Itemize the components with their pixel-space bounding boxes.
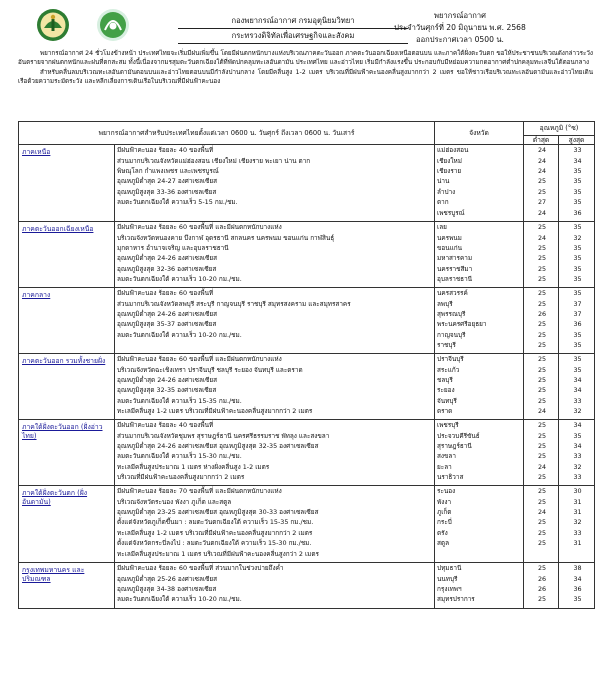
temp-max: 35 <box>573 187 582 196</box>
temp-max: 33 <box>573 452 582 461</box>
temp-max: 35 <box>573 198 582 207</box>
region-row <box>19 288 595 354</box>
province-name: กระบี่ <box>437 518 452 527</box>
temp-max: 35 <box>573 341 582 350</box>
region-row <box>19 486 595 563</box>
temp-min: 25 <box>537 539 547 548</box>
province-name: อุบลราชธานี <box>437 275 473 284</box>
temp-max: 31 <box>573 539 582 548</box>
forecast-line: ส่วนมากบริเวณจังหวัดลพบุรี สระบุรี กาญจนบุรี ราชบุรี สมุทรสงคราม และสมุทรสาคร <box>117 299 351 308</box>
province-name: ยะลา <box>437 462 452 471</box>
forecast-line-cell <box>115 486 435 563</box>
forecast-line: บริเวณจังหวัดระนอง พังงา ภูเก็ต และสตูล <box>117 497 232 506</box>
forecast-line-cell <box>115 222 435 288</box>
temp-max: 35 <box>573 595 582 604</box>
province-name: สุพรรณบุรี <box>437 309 466 318</box>
region-name: ภาคใต้ฝั่งตะวันออก (ฝั่งอ่าวไทย) <box>19 420 115 486</box>
temp-max: 32 <box>573 407 582 416</box>
temp-min: 25 <box>537 243 547 252</box>
temp-max: 35 <box>573 177 582 186</box>
forecast-line: มีฝนฟ้าคะนอง ร้อยละ 60 ของพื้นที่ ส่วนมากในช่วงบ่ายถึงค่ำ <box>117 564 284 573</box>
region-name: ภาคตะวันออก รวมทั้งชายฝั่ง <box>19 354 115 420</box>
temp-max: 31 <box>573 507 582 516</box>
header-max: สูงสุด <box>559 136 595 145</box>
temp-max-cell <box>559 354 595 420</box>
intro-paragraph-1: พยากรณ์อากาศ 24 ชั่วโมงข้างหน้า ประเทศไทยจะเริ่มมีฝนเพิ่มขึ้น โดยมีฝนตกหนักบางแห่งบริเวณภาคตะวันออก ภาคตะวันออกเฉียงเหนือตอนบน และภาคใต้ฝั่งตะวันตก ขอให้ประชาชนบริเวณดังกล่าวระวังอันตรายจากฝนตกหนักและฝนที่ตกสะสม ทั้งนี้เนื่องจากมรสุมตะวันตกเฉียงใต้ที่พัดปกคลุมทะเลอันดามัน ประเทศไทย และอ่าวไทย เริ่มมีกำลังแรงขึ้น ประกอบกับมีหย่อมความกดอากาศต่ำปกคลุมทะเลจีนใต้ตอนกลาง <box>18 50 593 67</box>
temp-min: 25 <box>537 497 547 506</box>
temp-max: 35 <box>573 365 582 374</box>
temp-max-cell <box>559 563 595 609</box>
temp-max: 35 <box>573 275 582 284</box>
province-name: มหาสารคาม <box>437 254 473 263</box>
region-name: ภาคเหนือ <box>19 145 115 222</box>
forecast-line: ลมตะวันตกเฉียงใต้ ความเร็ว 5-15 กม./ชม. <box>117 198 238 207</box>
temp-max: 30 <box>573 487 582 496</box>
temp-max: 36 <box>573 320 582 329</box>
forecast-line: ลมตะวันตกเฉียงใต้ ความเร็ว 10-20 กม./ชม. <box>117 275 242 284</box>
temp-min: 25 <box>537 365 547 374</box>
temp-max: 35 <box>573 223 582 232</box>
temp-max: 37 <box>573 299 582 308</box>
region-row <box>19 420 595 486</box>
temp-min: 24 <box>537 507 547 516</box>
forecast-line: อุณหภูมิต่ำสุด 23-25 องศาเซลเซียส อุณหภูมิสูงสุด 30-33 องศาเซลเซียส <box>117 507 319 516</box>
temp-min: 27 <box>537 198 547 207</box>
forecast-line: บริเวณจังหวัดหนองคาย บึงกาฬ อุดรธานี สกลนคร นครพนม ขอนแก่น กาฬสินธุ์ <box>117 233 335 242</box>
temp-min: 25 <box>537 264 547 273</box>
province-name: น่าน <box>437 177 450 186</box>
temp-max: 35 <box>573 166 582 175</box>
temp-min: 25 <box>537 289 547 298</box>
temp-max: 33 <box>573 473 582 482</box>
province-name: ระนอง <box>437 487 456 496</box>
forecast-line: บริเวณจังหวัดฉะเชิงเทรา ปราจีนบุรี ชลบุรี ระยอง จันทบุรี และตราด <box>117 365 303 374</box>
temp-min: 24 <box>537 156 547 165</box>
forecast-line: มีฝนฟ้าคะนอง ร้อยละ 70 ของพื้นที่ และมีฝนตกหนักบางแห่ง <box>117 487 282 496</box>
region-name: ภาคตะวันออกเฉียงเหนือ <box>19 222 115 288</box>
temp-max-cell <box>559 420 595 486</box>
temp-min: 25 <box>537 330 547 339</box>
intro-text <box>18 49 593 86</box>
forecast-line: อุณหภูมิสูงสุด 33-36 องศาเซลเซียส <box>117 187 217 196</box>
province-name-cell <box>435 486 524 563</box>
province-name: ตรัง <box>437 528 448 537</box>
temp-min: 25 <box>537 441 547 450</box>
forecast-line: ลมตะวันตกเฉียงใต้ ความเร็ว 10-20 กม./ชม. <box>117 330 242 339</box>
temp-max: 33 <box>573 528 582 537</box>
province-name: ตราด <box>437 407 453 416</box>
province-name-cell <box>435 288 524 354</box>
temp-min: 25 <box>537 320 547 329</box>
province-name: เพชรบูรณ์ <box>437 208 465 217</box>
forecast-line: อุณหภูมิต่ำสุด 24-26 องศาเซลเซียส <box>117 375 218 384</box>
temp-min: 25 <box>537 299 547 308</box>
forecast-line: มีฝนฟ้าคะนอง ร้อยละ 60 ของพื้นที่ และมีฝนตกหนักบางแห่ง <box>117 223 282 232</box>
temp-min: 25 <box>537 275 547 284</box>
province-name: สตูล <box>437 539 449 548</box>
temp-min: 25 <box>537 341 547 350</box>
temp-min: 25 <box>537 431 547 440</box>
province-name: นราธิวาส <box>437 473 464 482</box>
province-name-cell <box>435 563 524 609</box>
region-row <box>19 563 595 609</box>
forecast-line: ตั้งแต่จังหวัดภูเก็ตขึ้นมา : ลมตะวันตกเฉียงใต้ ความเร็ว 15-35 กม./ชม. <box>117 518 314 527</box>
intro-paragraph-2: สำหรับคลื่นลมบริเวณทะเลอันดามันตอนบนและอ่าวไทยตอนบนมีกำลังปานกลาง โดยมีคลื่นสูง 1-2 เมตร บริเวณที่มีฝนฟ้าคะนองคลื่นสูงมากกว่า 2 เมตร ขอให้ชาวเรือบริเวณทะเลอันดามันและอ่าวไทยเดินเรือด้วยความระมัดระวัง และหลีกเลี่ยงการเดินเรือในบริเวณที่มีฝนฟ้าคะนอง <box>18 68 593 85</box>
province-name: ตาก <box>437 198 449 207</box>
region-row <box>19 145 595 222</box>
temp-min-cell <box>524 222 559 288</box>
forecast-line: อุณหภูมิต่ำสุด 25-26 องศาเซลเซียส <box>117 574 218 583</box>
header-meta <box>360 10 560 46</box>
forecast-line: อุณหภูมิต่ำสุด 24-27 องศาเซลเซียส <box>117 177 218 186</box>
doc-title: พยากรณ์อากาศ <box>434 11 486 20</box>
temp-max: 35 <box>573 330 582 339</box>
forecast-line-cell <box>115 563 435 609</box>
province-name: เพชรบุรี <box>437 421 459 430</box>
province-name-cell <box>435 222 524 288</box>
temp-max: 33 <box>573 146 582 155</box>
temp-max: 35 <box>573 289 582 298</box>
province-name: นครพนม <box>437 233 462 242</box>
forecast-line: ตั้งแต่จังหวัดกระบี่ลงไป : ลมตะวันตกเฉียงใต้ ความเร็ว 15-30 กม./ชม. <box>117 539 312 548</box>
province-name: ชลบุรี <box>437 375 453 384</box>
temp-max: 34 <box>573 441 582 450</box>
forecast-table <box>18 121 595 609</box>
temp-min: 25 <box>537 473 547 482</box>
forecast-line: ส่วนมากบริเวณจังหวัดแม่ฮ่องสอน เชียงใหม่ เชียงราย พะเยา น่าน ตาก <box>117 156 311 165</box>
temp-max: 35 <box>573 355 582 364</box>
province-name: สมุทรปราการ <box>437 595 475 604</box>
temp-min: 26 <box>537 584 547 593</box>
temp-max: 34 <box>573 375 582 384</box>
temp-max-cell <box>559 222 595 288</box>
forecast-line: อุณหภูมิต่ำสุด 24-26 องศาเซลเซียส <box>117 309 218 318</box>
temp-min: 25 <box>537 564 547 573</box>
province-name: กรุงเทพฯ <box>437 584 462 593</box>
forecast-line: อุณหภูมิต่ำสุด 24-26 องศาเซลเซียส อุณหภูมิสูงสุด 32-35 องศาเซลเซียส <box>117 441 319 450</box>
temp-min: 24 <box>537 146 547 155</box>
province-name: นครราชสีมา <box>437 264 473 273</box>
temp-max: 35 <box>573 264 582 273</box>
temp-min: 24 <box>537 462 547 471</box>
issued-line: ออกประกาศเวลา 0500 น. <box>416 35 504 44</box>
province-name: ลำปาง <box>437 187 456 196</box>
region-row <box>19 354 595 420</box>
forecast-line-cell <box>115 420 435 486</box>
temp-max: 31 <box>573 497 582 506</box>
temp-max: 32 <box>573 518 582 527</box>
tmd-logo <box>36 8 70 42</box>
province-name: เชียงราย <box>437 166 462 175</box>
temp-max: 33 <box>573 396 582 405</box>
province-name: ปทุมธานี <box>437 564 462 573</box>
temp-min-cell <box>524 288 559 354</box>
forecast-line: อุณหภูมิสูงสุด 35-37 องศาเซลเซียส <box>117 320 217 329</box>
temp-min: 24 <box>537 233 547 242</box>
temp-max: 32 <box>573 233 582 242</box>
forecast-line: มีฝนฟ้าคะนอง ร้อยละ 60 ของพื้นที่ <box>117 289 214 298</box>
temp-max: 35 <box>573 254 582 263</box>
forecast-line: ทะเลมีคลื่นสูงประมาณ 1 เมตร ห่างฝั่งคลื่นสูง 1-2 เมตร <box>117 462 270 471</box>
header-temperature: อุณหภูมิ (°ซ) <box>524 122 595 136</box>
temp-min-cell <box>524 145 559 222</box>
province-name: ประจวบคีรีขันธ์ <box>437 431 480 440</box>
temp-max: 35 <box>573 243 582 252</box>
temp-max: 34 <box>573 421 582 430</box>
province-name: สงขลา <box>437 452 456 461</box>
temp-min-cell <box>524 354 559 420</box>
temp-max-cell <box>559 145 595 222</box>
temp-min: 26 <box>537 309 547 318</box>
province-name-cell <box>435 145 524 222</box>
header-province: จังหวัด <box>435 122 524 145</box>
temp-min: 24 <box>537 166 547 175</box>
forecast-line: มีฝนฟ้าคะนอง ร้อยละ 60 ของพื้นที่ และมีฝนตกหนักบางแห่ง <box>117 355 282 364</box>
temp-max: 38 <box>573 564 582 573</box>
temp-min: 25 <box>537 355 547 364</box>
forecast-line: ลมตะวันตกเฉียงใต้ ความเร็ว 10-20 กม./ชม. <box>117 595 242 604</box>
mdes-logo <box>96 8 130 42</box>
forecast-line: มีฝนฟ้าคะนอง ร้อยละ 40 ของพื้นที่ <box>117 146 214 155</box>
forecast-line: มุกดาหาร อำนาจเจริญ และอุบลราชธานี <box>117 243 229 252</box>
forecast-line: อุณหภูมิสูงสุด 32-35 องศาเซลเซียส <box>117 386 217 395</box>
province-name-cell <box>435 420 524 486</box>
forecast-line: อุณหภูมิสูงสุด 34-38 องศาเซลเซียส <box>117 584 217 593</box>
region-name: ภาคใต้ฝั่งตะวันตก (ฝั่งอันดามัน) <box>19 486 115 563</box>
province-name: สระแก้ว <box>437 365 460 374</box>
forecast-line: บริเวณที่มีฝนฟ้าคะนองคลื่นสูงมากกว่า 2 เมตร <box>117 473 245 482</box>
temp-max: 36 <box>573 584 582 593</box>
temp-min: 25 <box>537 177 547 186</box>
org-name: กองพยากรณ์อากาศ กรมอุตุนิยมวิทยา <box>178 14 408 29</box>
province-name: สุราษฎร์ธานี <box>437 441 472 450</box>
temp-min: 25 <box>537 452 547 461</box>
province-name: ลพบุรี <box>437 299 453 308</box>
temp-min: 25 <box>537 528 547 537</box>
province-name: นนทบุรี <box>437 574 458 583</box>
temp-min-cell <box>524 420 559 486</box>
province-name: เลย <box>437 223 447 232</box>
temp-max: 37 <box>573 309 582 318</box>
temp-max: 35 <box>573 431 582 440</box>
province-name: เชียงใหม่ <box>437 156 462 165</box>
province-name: ภูเก็ต <box>437 507 452 516</box>
province-name: จันทบุรี <box>437 396 457 405</box>
forecast-line: ทะเลมีคลื่นสูง 1-2 เมตร บริเวณที่มีฝนฟ้าคะนองคลื่นสูงมากกว่า 2 เมตร <box>117 407 313 416</box>
temp-min: 25 <box>537 223 547 232</box>
temp-min: 25 <box>537 386 547 395</box>
forecast-line: พิษณุโลก กำแพงเพชร และเพชรบูรณ์ <box>117 166 219 175</box>
header-forecast: พยากรณ์อากาศสำหรับประเทศไทยตั้งแต่เวลา 0600 น. วันศุกร์ ถึงเวลา 0600 น. วันเสาร์ <box>19 122 435 145</box>
temp-min: 26 <box>537 574 547 583</box>
forecast-line: มีฝนฟ้าคะนอง ร้อยละ 40 ของพื้นที่ <box>117 421 214 430</box>
province-name: พังงา <box>437 497 452 506</box>
temp-max-cell <box>559 486 595 563</box>
temp-min: 25 <box>537 595 547 604</box>
temp-min: 25 <box>537 421 547 430</box>
province-name: ขอนแก่น <box>437 243 462 252</box>
province-name: พระนครศรีอยุธยา <box>437 320 487 329</box>
temp-max: 34 <box>573 386 582 395</box>
temp-min: 25 <box>537 187 547 196</box>
region-name: ภาคกลาง <box>19 288 115 354</box>
forecast-line: ลมตะวันตกเฉียงใต้ ความเร็ว 15-35 กม./ชม. <box>117 396 242 405</box>
header-min: ต่ำสุด <box>524 136 559 145</box>
temp-max: 36 <box>573 208 582 217</box>
temp-max: 34 <box>573 156 582 165</box>
region-name: กรุงเทพมหานคร และปริมณฑล <box>19 563 115 609</box>
temp-max: 34 <box>573 574 582 583</box>
temp-min: 25 <box>537 487 547 496</box>
province-name-cell <box>435 354 524 420</box>
temp-min: 25 <box>537 254 547 263</box>
forecast-line: อุณหภูมิสูงสุด 32-36 องศาเซลเซียส <box>117 264 217 273</box>
temp-min: 24 <box>537 208 547 217</box>
region-row <box>19 222 595 288</box>
forecast-line: ลมตะวันตกเฉียงใต้ ความเร็ว 15-30 กม./ชม. <box>117 452 242 461</box>
province-name: กาญจนบุรี <box>437 330 466 339</box>
temp-max: 32 <box>573 462 582 471</box>
province-name: ราชบุรี <box>437 341 456 350</box>
province-name: ระยอง <box>437 386 455 395</box>
forecast-line: ส่วนมากบริเวณจังหวัดชุมพร สุราษฎร์ธานี นครศรีธรรมราช พัทลุง และสงขลา <box>117 431 330 440</box>
forecast-line-cell <box>115 354 435 420</box>
forecast-line: ทะเลมีคลื่นสูง 1-2 เมตร บริเวณที่มีฝนฟ้าคะนองคลื่นสูงมากกว่า 2 เมตร <box>117 528 313 537</box>
date-line: ประจำวันศุกร์ที่ 20 มิถุนายน พ.ศ. 2568 <box>394 23 526 32</box>
ministry-name: กระทรวงดิจิทัลเพื่อเศรษฐกิจและสังคม <box>178 29 408 44</box>
forecast-line: ทะเลมีคลื่นสูงประมาณ 1 เมตร บริเวณที่มีฝนฟ้าคะนองคลื่นสูงกว่า 2 เมตร <box>117 549 319 558</box>
temp-min-cell <box>524 486 559 563</box>
forecast-line-cell <box>115 288 435 354</box>
temp-min: 25 <box>537 396 547 405</box>
temp-min: 25 <box>537 518 547 527</box>
forecast-line-cell <box>115 145 435 222</box>
forecast-line: อุณหภูมิต่ำสุด 24-26 องศาเซลเซียส <box>117 254 218 263</box>
temp-max-cell <box>559 288 595 354</box>
province-name: แม่ฮ่องสอน <box>437 146 469 155</box>
province-name: ปราจีนบุรี <box>437 355 464 364</box>
temp-min-cell <box>524 563 559 609</box>
province-name: นครสวรรค์ <box>437 289 468 298</box>
temp-min: 24 <box>537 407 547 416</box>
temp-min: 25 <box>537 375 547 384</box>
